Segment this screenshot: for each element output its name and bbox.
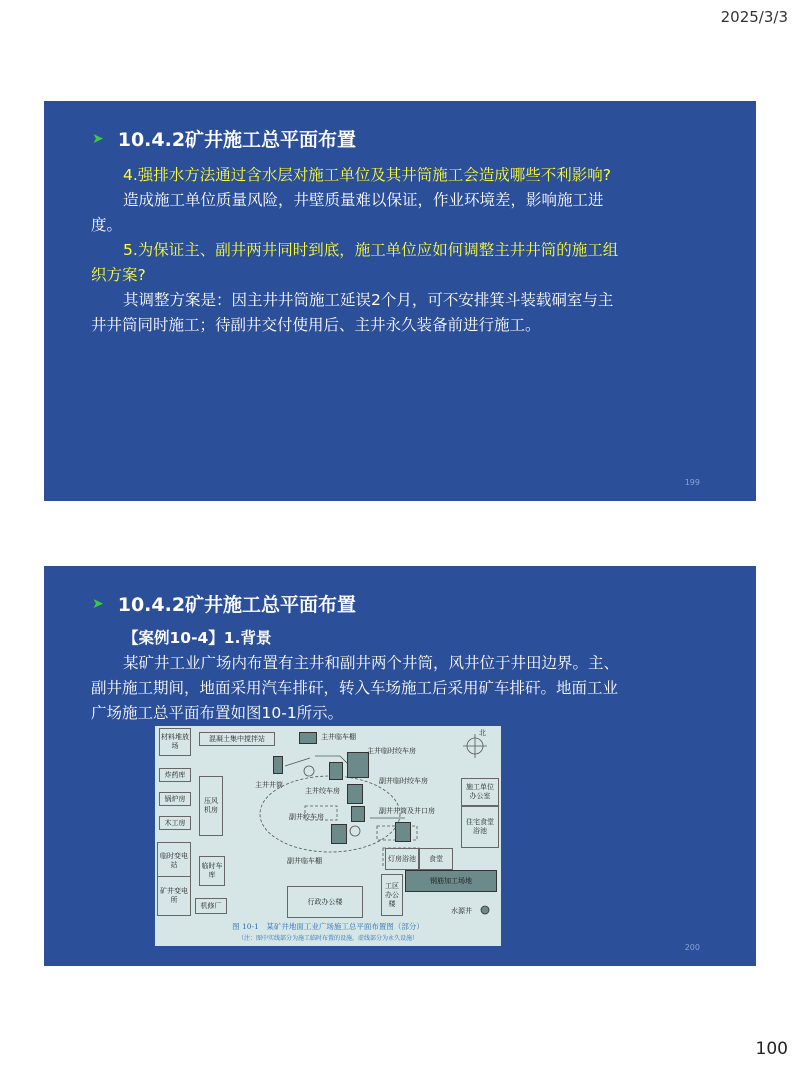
- answer-4: 造成施工单位质量风险，井壁质量难以保证，作业环境差，影响施工进度。: [91, 191, 604, 234]
- steel-yard: 钢筋加工场地: [405, 870, 497, 892]
- admin-building: 行政办公楼: [287, 886, 363, 918]
- repair-shop: 机修厂: [195, 898, 227, 914]
- main-hoist-label: 主井绞车房: [305, 787, 340, 795]
- contractor-office: 施工单位办公室: [461, 778, 499, 806]
- explosives-store: 炸药库: [159, 768, 191, 782]
- question-4: 4.强排水方法通过含水层对施工单位及其井筒施工会造成哪些不利影响?: [123, 166, 612, 184]
- question-5: 5.为保证主、副井两井同时到底，施工单位应如何调整主井井筒的施工组织方案?: [91, 241, 619, 284]
- main-hoist-temp-block: [347, 752, 369, 778]
- workshop-office: 工区办公楼: [381, 874, 403, 916]
- slide-number: 200: [684, 943, 700, 952]
- case-paragraph: 某矿井工业广场内布置有主井和副井两个井筒，风井位于井田边界。主、副井施工期间，地面采用汽车排矸，转入车场施工后采用矿车排矸。地面工业广场施工总平面布置如图10-1所示。: [91, 654, 620, 722]
- figure-note: （注：图中实线部分为施工临时布置的设施，虚线部分为永久设施）: [237, 935, 418, 942]
- site-layout-figure: [155, 726, 501, 946]
- answer-5: 其调整方案是：因主井井筒施工延误2个月，可不安排箕斗装载硐室与主井井筒同时施工；待副井交付使用后、主井永久装备前进行施工。: [91, 291, 614, 334]
- boiler-room: 锅炉房: [159, 792, 191, 806]
- carpentry-shop: 木工房: [159, 816, 191, 830]
- compressor-room: 压风机房: [199, 776, 223, 836]
- slide-body: [91, 163, 621, 338]
- slide-200: [44, 566, 756, 966]
- temp-garage: 临时车库: [199, 856, 225, 886]
- aux-shaft-label: 副井井筒及井口房: [379, 807, 435, 815]
- material-yard: 材料堆放场: [159, 728, 191, 756]
- lamp-bath: 灯房浴池: [385, 848, 419, 870]
- print-date: 2025/3/3: [720, 8, 788, 26]
- canteen: 食堂: [419, 848, 453, 870]
- slide-number: 199: [684, 478, 700, 487]
- aux-hoist-temp-block: [347, 784, 363, 804]
- aux-hoist-block: [351, 806, 365, 822]
- page-number: 100: [755, 1039, 788, 1059]
- arrow-bullet-icon: ➤: [92, 130, 104, 147]
- slide-body: [91, 626, 621, 726]
- water-well-label: 水源井: [451, 907, 472, 915]
- mine-substation: 矿井变电所: [157, 876, 191, 916]
- concrete-station: 混凝土集中搅拌站: [199, 732, 275, 746]
- aux-hoist-label: 副井绞车房: [289, 813, 324, 821]
- aux-hoist-temp-label: 副井临时绞车房: [379, 777, 428, 785]
- slide-title-text: 10.4.2矿井施工总平面布置: [117, 129, 357, 151]
- dormitory: 住宅食堂浴池: [461, 806, 499, 848]
- arrow-bullet-icon: ➤: [92, 595, 104, 612]
- case-heading: 【案例10-4】1.背景: [123, 629, 272, 647]
- main-shaft-block: [273, 756, 283, 774]
- slide-title: [92, 590, 356, 617]
- main-shaft-label: 主井井筒: [255, 781, 283, 789]
- slide-199: [44, 101, 756, 501]
- main-shed-block: [299, 732, 317, 744]
- main-shed-label: 主井临车棚: [321, 733, 356, 741]
- north-label: 北: [479, 729, 486, 737]
- figure-caption: 图 10-1 某矿井地面工业广场施工总平面布置图（部分）: [232, 922, 424, 931]
- slide-title: [92, 125, 356, 152]
- main-hoist-block: [329, 762, 343, 780]
- slide-title-text: 10.4.2矿井施工总平面布置: [117, 594, 357, 616]
- main-hoist-temp-label: 主井临时绞车房: [367, 747, 416, 755]
- aux-shaft-block: [395, 822, 411, 842]
- aux-shed-label: 副井临车棚: [287, 857, 322, 865]
- aux-shed-block: [331, 824, 347, 844]
- temp-substation: 临时变电站: [157, 842, 191, 880]
